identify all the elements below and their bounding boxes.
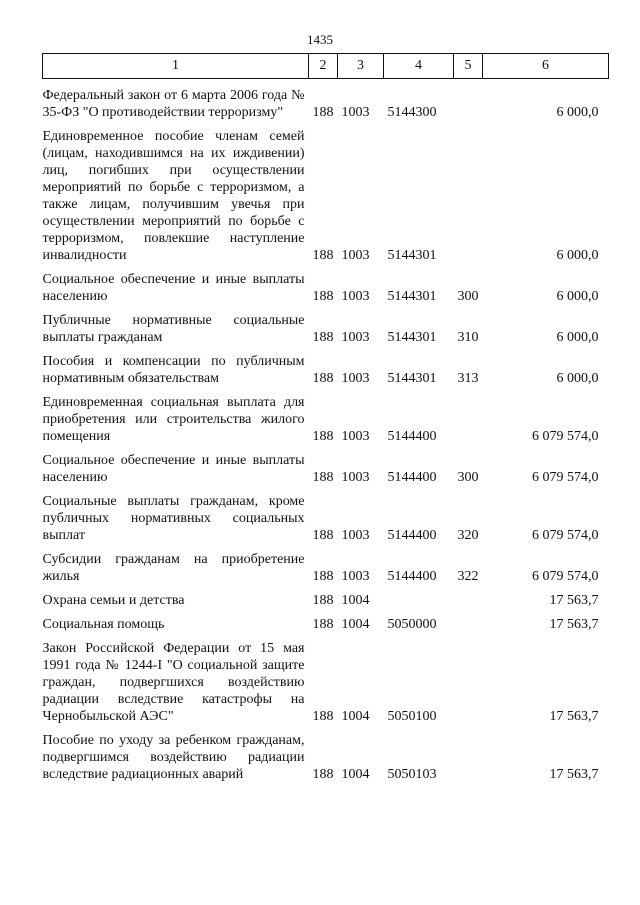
- header-col-2: 2: [309, 54, 338, 79]
- row-section-code: 1003: [341, 429, 370, 444]
- header-col-4: 4: [384, 54, 454, 79]
- row-target-code: 5050103: [387, 767, 437, 782]
- row-section-code: 1004: [341, 593, 370, 608]
- row-name: Охрана семьи и детства: [42, 593, 185, 608]
- row-target-code: 5144400: [387, 528, 437, 543]
- row-expense-type-code: 300: [457, 289, 479, 304]
- row-amount: 17 563,7: [549, 767, 599, 782]
- row-target-code: 5144301: [387, 330, 437, 345]
- row-section-code: 1004: [341, 617, 370, 632]
- row-amount: 6 079 574,0: [532, 470, 599, 485]
- row-expense-type-code: [454, 387, 483, 445]
- row-ministry-code: 188: [312, 569, 334, 584]
- row-amount: 17 563,7: [549, 593, 599, 608]
- row-name: Публичные нормативные социальные выплаты гражданам: [42, 313, 305, 345]
- row-amount: 6 000,0: [556, 330, 599, 345]
- row-ministry-code: 188: [312, 528, 334, 543]
- row-name: Единовременная социальная выплата для приобретения или строительства жилого помещения: [42, 395, 305, 444]
- table-row: [43, 305, 609, 346]
- row-name: Социальные выплаты гражданам, кроме публичных нормативных социальных выплат: [42, 494, 305, 543]
- row-expense-type-code: [454, 633, 483, 725]
- table-row: [43, 445, 609, 486]
- row-expense-type-code: [454, 121, 483, 264]
- row-expense-type-code: 300: [457, 470, 479, 485]
- row-expense-type-code: [454, 585, 483, 609]
- row-section-code: 1003: [341, 528, 370, 543]
- table-row: [43, 486, 609, 544]
- table-row: [43, 346, 609, 387]
- row-amount: 6 079 574,0: [532, 528, 599, 543]
- header-col-5: 5: [454, 54, 483, 79]
- row-name: Пособие по уходу за ребенком гражданам, подвергшимся воздействию радиации вследствие радиационных аварий: [42, 733, 305, 782]
- row-target-code: 5144400: [387, 569, 437, 584]
- row-amount: 6 000,0: [556, 289, 599, 304]
- row-ministry-code: 188: [312, 330, 334, 345]
- row-section-code: 1003: [341, 470, 370, 485]
- header-row: [43, 54, 609, 79]
- row-ministry-code: 188: [312, 593, 334, 608]
- row-expense-type-code: [454, 609, 483, 633]
- table-row: [43, 609, 609, 633]
- table-row: [43, 79, 609, 122]
- row-target-code: 5144300: [387, 105, 437, 120]
- row-target-code: 5050000: [387, 617, 437, 632]
- row-name: Федеральный закон от 6 марта 2006 года № 35-ФЗ "О противодействии терроризму": [42, 88, 305, 120]
- row-name: Пособия и компенсации по публичным нормативным обязательствам: [42, 354, 305, 386]
- row-section-code: 1003: [341, 105, 370, 120]
- row-name: Социальное обеспечение и иные выплаты населению: [42, 272, 305, 304]
- row-ministry-code: 188: [312, 248, 334, 263]
- table-row: [43, 585, 609, 609]
- row-target-code: 5144301: [387, 289, 437, 304]
- row-target-code: 5144301: [387, 248, 437, 263]
- row-section-code: 1003: [341, 330, 370, 345]
- row-ministry-code: 188: [312, 709, 334, 724]
- table-body: [43, 79, 609, 784]
- row-target-code: [384, 585, 454, 609]
- row-ministry-code: 188: [312, 371, 334, 386]
- budget-table: [42, 53, 609, 783]
- row-expense-type-code: [454, 725, 483, 783]
- row-target-code: 5144400: [387, 429, 437, 444]
- header-col-3: 3: [338, 54, 384, 79]
- row-target-code: 5144301: [387, 371, 437, 386]
- row-name: Социальное обеспечение и иные выплаты населению: [42, 453, 305, 485]
- row-amount: 17 563,7: [549, 617, 599, 632]
- row-section-code: 1004: [341, 709, 370, 724]
- row-expense-type-code: 322: [457, 569, 479, 584]
- row-target-code: 5050100: [387, 709, 437, 724]
- table-row: [43, 387, 609, 445]
- row-ministry-code: 188: [312, 617, 334, 632]
- row-amount: 6 000,0: [556, 105, 599, 120]
- table-header: [43, 54, 609, 79]
- row-amount: 6 000,0: [556, 371, 599, 386]
- row-name: Социальная помощь: [42, 617, 165, 632]
- header-col-6: 6: [483, 54, 609, 79]
- row-ministry-code: 188: [312, 289, 334, 304]
- row-ministry-code: 188: [312, 105, 334, 120]
- row-amount: 17 563,7: [549, 709, 599, 724]
- header-col-1: 1: [43, 54, 309, 79]
- row-expense-type-code: 320: [457, 528, 479, 543]
- row-expense-type-code: 313: [457, 371, 479, 386]
- row-name: Закон Российской Федерации от 15 мая 1991 года № 1244-I "О социальной защите граждан, подвергшихся воздействию радиации вследствие катастрофы на Чернобыльской АЭС": [42, 641, 305, 724]
- table-row: [43, 725, 609, 783]
- row-section-code: 1003: [341, 371, 370, 386]
- row-amount: 6 000,0: [556, 248, 599, 263]
- row-ministry-code: 188: [312, 470, 334, 485]
- row-name: Субсидии гражданам на приобретение жилья: [42, 552, 305, 584]
- row-amount: 6 079 574,0: [532, 569, 599, 584]
- table-row: [43, 264, 609, 305]
- row-expense-type-code: 310: [457, 330, 479, 345]
- row-ministry-code: 188: [312, 429, 334, 444]
- table-row: [43, 544, 609, 585]
- row-section-code: 1003: [341, 289, 370, 304]
- table-row: [43, 633, 609, 725]
- row-target-code: 5144400: [387, 470, 437, 485]
- row-name: Единовременное пособие членам семей (лицам, находившимся на их иждивении) лиц, погибших при осуществлении мероприятий по борьбе с терроризмом, а также лицам, получившим увечья при осуществлении мероприятий по борьбе с терроризмом, повлекшие наступление инвалидности: [42, 129, 305, 263]
- row-section-code: 1003: [341, 248, 370, 263]
- row-ministry-code: 188: [312, 767, 334, 782]
- table-row: [43, 121, 609, 264]
- row-amount: 6 079 574,0: [532, 429, 599, 444]
- row-section-code: 1003: [341, 569, 370, 584]
- row-section-code: 1004: [341, 767, 370, 782]
- row-expense-type-code: [454, 79, 483, 122]
- page-number: 1435: [307, 32, 333, 47]
